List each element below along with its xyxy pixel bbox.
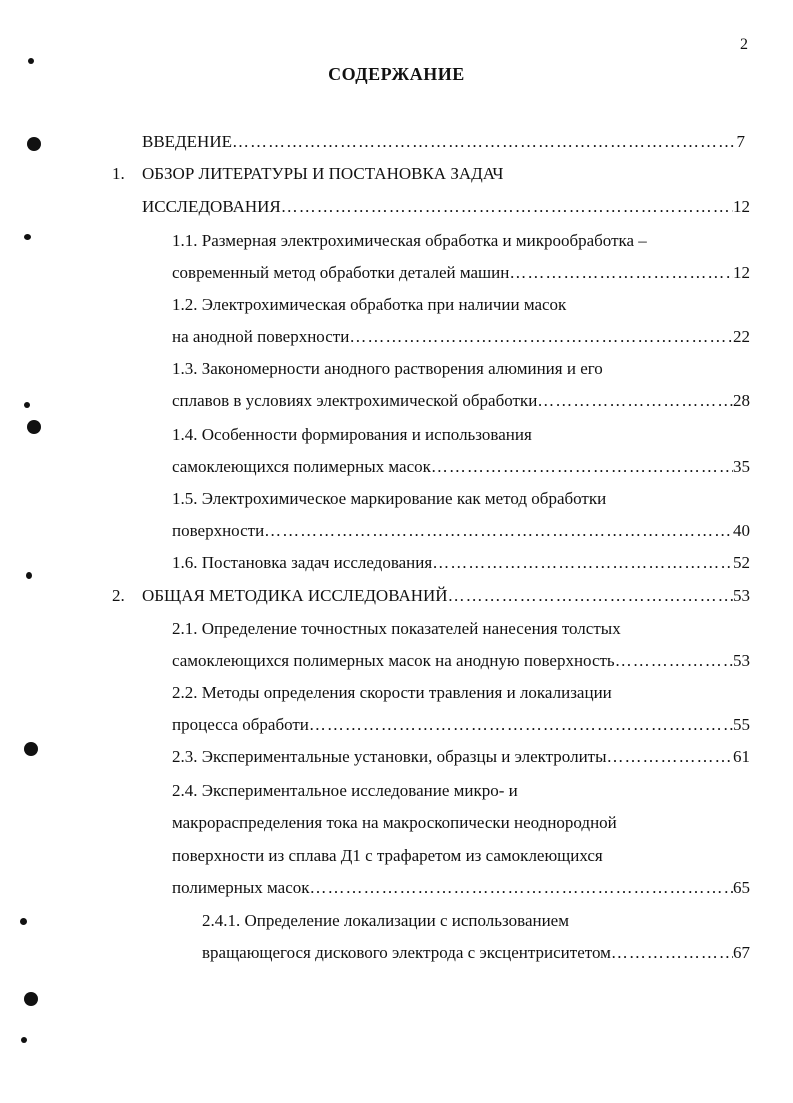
toc-entry-line[interactable]: 2.4.1. Определение локализации с использованием xyxy=(202,911,569,930)
toc-entry[interactable]: сплавов в условиях электрохимической обработки ………………………………………………………………………………………………………………………………………………………… 28 xyxy=(172,390,750,412)
toc-entry-line[interactable]: 1.1. Размерная электрохимическая обработка и микрообработка – xyxy=(172,231,647,250)
toc-entry[interactable]: на анодной поверхности ………………………………………………………………………………………………………………………………………………………… 22 xyxy=(172,326,750,348)
leader-dots xyxy=(611,942,733,964)
scan-speck xyxy=(26,572,32,579)
toc-entry-line[interactable]: 1.2. Электрохимическая обработка при наличии масок xyxy=(172,295,567,314)
leader-dots xyxy=(607,746,733,768)
toc-entry-line[interactable]: поверхности из сплава Д1 с трафаретом из самоклеющихся xyxy=(172,846,603,865)
toc-entry[interactable]: ОБЩАЯ МЕТОДИКА ИССЛЕДОВАНИЙ ………………………………………………………………………………………………………………………………………………………… 53 xyxy=(142,585,750,607)
chapter-number: 2. xyxy=(112,586,125,605)
toc-entry[interactable]: полимерных масок ………………………………………………………………………………………………………………………………………………………… 65 xyxy=(172,877,750,899)
toc-entry-line[interactable]: 2.2. Методы определения скорости травления и локализации xyxy=(172,683,612,702)
toc-entry[interactable]: современный метод обработки деталей машин ………………………………………………………………………………………………………………………………………………………… 12 xyxy=(172,262,750,284)
binder-hole xyxy=(24,742,38,756)
binder-hole xyxy=(27,420,41,434)
page-number: 2 xyxy=(740,36,748,53)
leader-dots xyxy=(264,520,733,542)
leader-dots xyxy=(309,714,733,736)
leader-dots xyxy=(448,585,733,607)
toc-entry-line[interactable]: 1.5. Электрохимическое маркирование как метод обработки xyxy=(172,489,607,508)
leader-dots xyxy=(281,196,733,218)
scan-speck xyxy=(24,234,31,240)
scan-speck xyxy=(21,1037,27,1043)
leader-dots xyxy=(509,262,733,284)
chapter-number: 1. xyxy=(112,164,125,183)
toc-entry[interactable]: 2.3. Экспериментальные установки, образцы и электролиты ………………………………………………………………………………………………………………………………………………………… 61 xyxy=(172,746,750,768)
toc-entry[interactable]: ВВЕДЕНИЕ ………………………………………………………………………………………………………………………………………………………… 7 xyxy=(142,131,745,153)
binder-hole xyxy=(27,137,41,151)
leader-dots xyxy=(310,877,733,899)
toc-entry[interactable]: самоклеющихся полимерных масок ………………………………………………………………………………………………………………………………………………………… 35 xyxy=(172,456,750,478)
toc-entry[interactable]: вращающегося дискового электрода с эксцентриситетом ………………………………………………………………………………………………………………………………………………………… 67 xyxy=(202,942,750,964)
toc-entry[interactable]: поверхности ………………………………………………………………………………………………………………………………………………………… 40 xyxy=(172,520,750,542)
scan-speck xyxy=(20,918,27,925)
leader-dots xyxy=(432,552,733,574)
toc-entry-line[interactable]: 2.1. Определение точностных показателей нанесения толстых xyxy=(172,619,621,638)
toc-entry-line[interactable]: макрораспределения тока на макроскопически неоднородной xyxy=(172,813,617,832)
scan-speck xyxy=(24,402,30,408)
binder-hole xyxy=(24,992,38,1006)
toc-entry[interactable]: процесса обработи ………………………………………………………………………………………………………………………………………………………… 55 xyxy=(172,714,750,736)
leader-dots xyxy=(615,650,733,672)
toc-entry-line[interactable]: 1.4. Особенности формирования и использования xyxy=(172,425,532,444)
toc-entry-line[interactable]: ОБЗОР ЛИТЕРАТУРЫ И ПОСТАНОВКА ЗАДАЧ xyxy=(142,164,504,183)
toc-entry[interactable]: самоклеющихся полимерных масок на анодную поверхность ………………………………………………………………………………………………………………………………………………………… 53 xyxy=(172,650,750,672)
toc-entry[interactable]: 1.6. Постановка задач исследования ………………………………………………………………………………………………………………………………………………………… 52 xyxy=(172,552,750,574)
toc-entry-line[interactable]: 1.3. Закономерности анодного растворения алюминия и его xyxy=(172,359,603,378)
leader-dots xyxy=(349,326,733,348)
leader-dots xyxy=(232,131,737,153)
page-title: СОДЕРЖАНИЕ xyxy=(328,64,465,84)
toc-entry-line[interactable]: 2.4. Экспериментальное исследование микро- и xyxy=(172,781,518,800)
toc-entry[interactable]: ИССЛЕДОВАНИЯ ………………………………………………………………………………………………………………………………………………………… 12 xyxy=(142,196,750,218)
leader-dots xyxy=(431,456,733,478)
leader-dots xyxy=(537,390,733,412)
